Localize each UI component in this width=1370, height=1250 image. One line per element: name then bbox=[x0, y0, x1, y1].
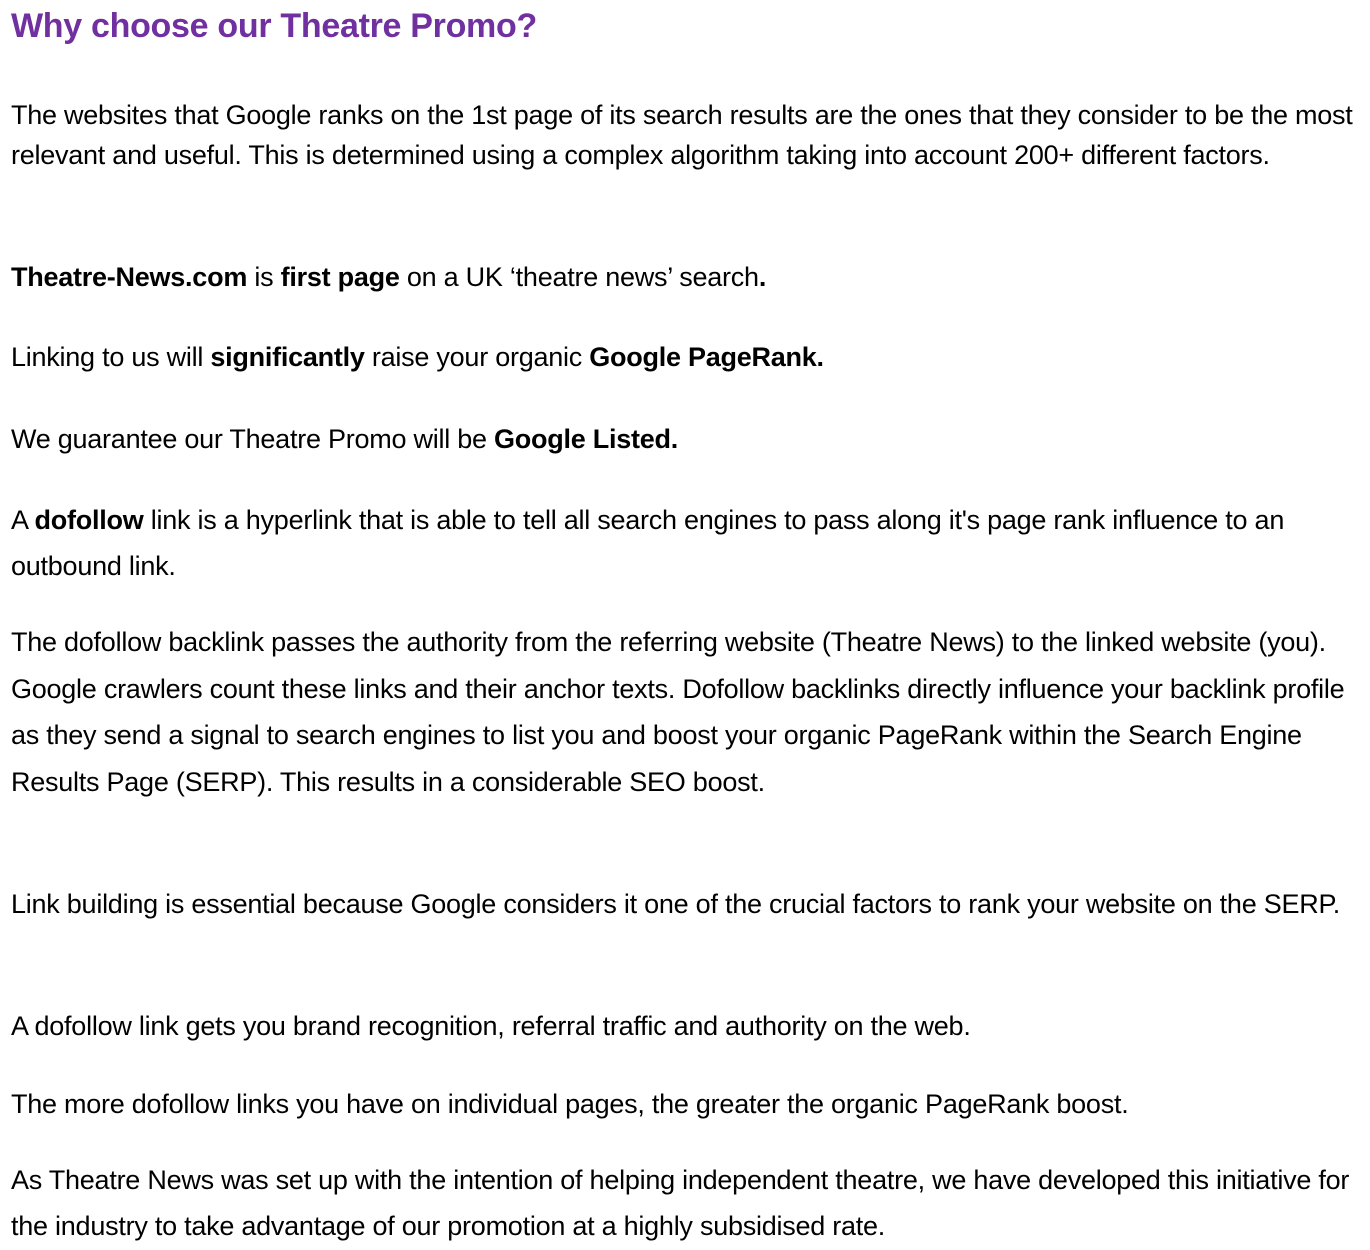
paragraph-linking: Linking to us will significantly raise your organic Google PageRank. bbox=[11, 342, 824, 372]
paragraph-dofollow-definition: A dofollow link is a hyperlink that is able to tell all search engines to pass along it's page rank influence to an outbound link. bbox=[11, 505, 1285, 581]
paragraph-guarantee: We guarantee our Theatre Promo will be Google Listed. bbox=[11, 424, 679, 454]
paragraph-pagerank-boost: The more dofollow links you have on individual pages, the greater the organic PageRank boost. bbox=[11, 1089, 1129, 1119]
paragraph-backlink-authority: The dofollow backlink passes the authority from the referring website (Theatre News) to the linked website (you). Google crawlers count these links and their anchor texts. Dofollow backlinks directly influence your backlink profile as they send a signal to search engines to list you and boost your organic PageRank within the Search Engine Results Page (SERP). This results in a considerable SEO boost. bbox=[11, 627, 1345, 797]
paragraph-google-ranking: The websites that Google ranks on the 1st page of its search results are the ones that they consider to be the most relevant and useful. This is determined using a complex algorithm taking into account 200+ different factors. bbox=[11, 100, 1353, 170]
site-name: Theatre-News.com bbox=[11, 262, 248, 292]
google-listed-emphasis: Google Listed. bbox=[494, 424, 679, 454]
google-pagerank-emphasis: Google PageRank. bbox=[589, 342, 824, 372]
paragraph-initiative: As Theatre News was set up with the intention of helping independent theatre, we have developed this initiative for the industry to take advantage of our promotion at a highly subsidised rate. bbox=[11, 1165, 1350, 1241]
paragraph-first-page: Theatre-News.com is first page on a UK ‘theatre news’ search. bbox=[11, 262, 767, 292]
dofollow-emphasis: dofollow bbox=[34, 505, 144, 535]
page-title: Why choose our Theatre Promo? bbox=[11, 7, 537, 45]
paragraph-brand-recognition: A dofollow link gets you brand recognition, referral traffic and authority on the web. bbox=[11, 1011, 971, 1041]
paragraph-link-building: Link building is essential because Google considers it one of the crucial factors to rank your website on the SERP. bbox=[11, 889, 1341, 919]
first-page-emphasis: first page bbox=[280, 262, 400, 292]
significantly-emphasis: significantly bbox=[210, 342, 365, 372]
